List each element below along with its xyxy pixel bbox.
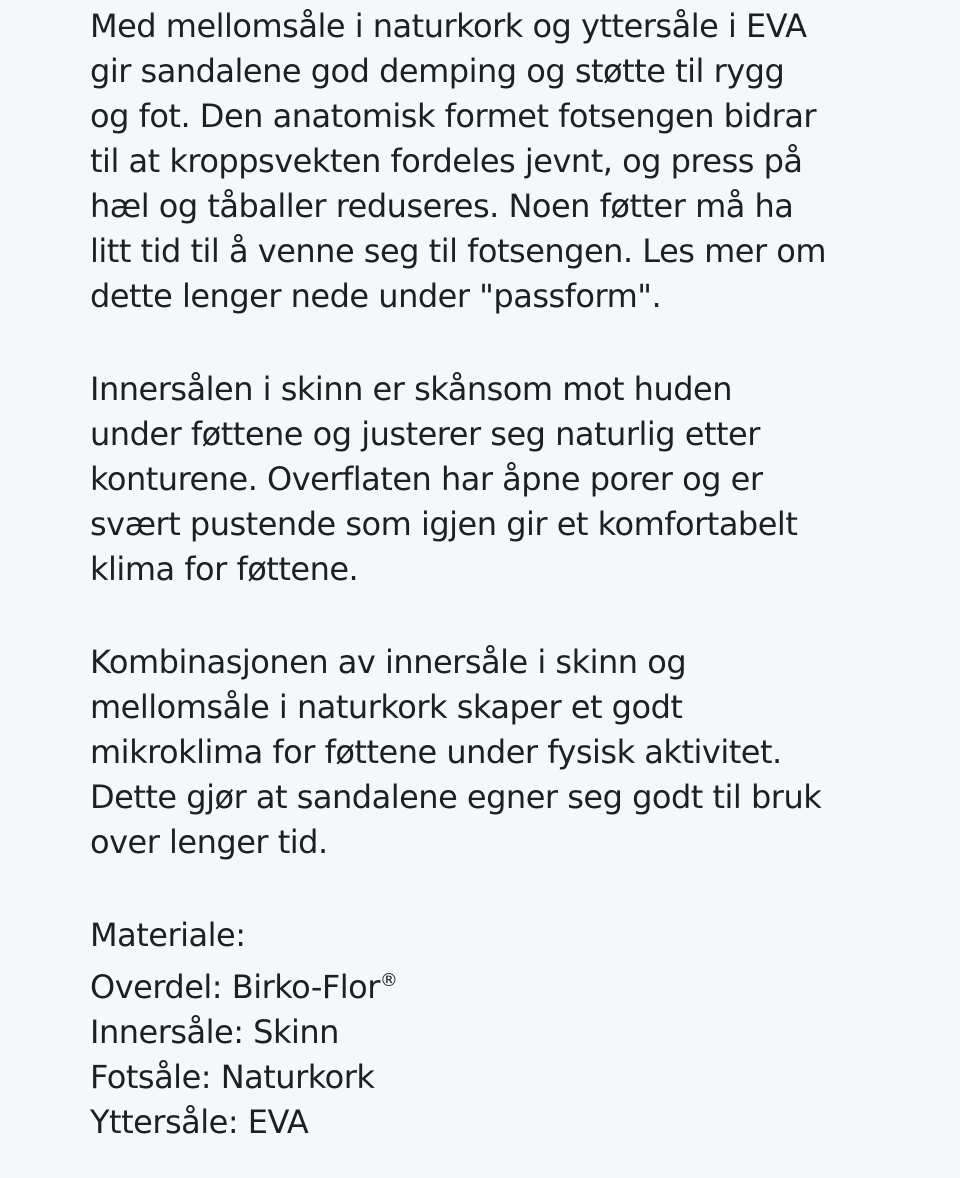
paragraph-microclimate — [90, 640, 940, 865]
text-line: under føttene og justerer seg naturlig etter — [90, 415, 760, 453]
text-line: svært pustende som igjen gir et komfortabelt — [90, 505, 798, 543]
text-line: konturene. Overflaten har åpne porer og er — [90, 460, 763, 498]
text-line: hæl og tåballer reduseres. Noen føtter må ha — [90, 187, 794, 225]
material-outsole: Yttersåle: EVA — [90, 1103, 309, 1141]
text-line: Kombinasjonen av innersåle i skinn og — [90, 643, 687, 681]
product-description — [90, 4, 940, 1145]
text-line: Innersålen i skinn er skånsom mot huden — [90, 370, 732, 408]
text-line: mikroklima for føttene under fysisk aktivitet. — [90, 733, 782, 771]
text-line: og fot. Den anatomisk formet fotsengen bidrar — [90, 97, 817, 135]
text-line: over lenger tid. — [90, 823, 328, 861]
materials-list — [90, 913, 940, 1145]
material-upper-text: Overdel: Birko-Flor — [90, 968, 380, 1006]
text-line: litt tid til å venne seg til fotsengen. Les mer om — [90, 232, 827, 270]
text-line: gir sandalene god demping og støtte til rygg — [90, 52, 785, 90]
paragraph-cushioning — [90, 4, 940, 319]
material-footbed: Fotsåle: Naturkork — [90, 1058, 375, 1096]
material-upper — [90, 958, 940, 1010]
registered-mark: ® — [379, 970, 398, 991]
paragraph-insole — [90, 367, 940, 592]
materials-heading: Materiale: — [90, 916, 246, 954]
text-line: klima for føttene. — [90, 550, 359, 588]
text-line: dette lenger nede under "passform". — [90, 277, 662, 315]
text-line: Dette gjør at sandalene egner seg godt til bruk — [90, 778, 822, 816]
text-line: Med mellomsåle i naturkork og yttersåle i EVA — [90, 7, 807, 45]
material-insole: Innersåle: Skinn — [90, 1013, 339, 1051]
text-line: mellomsåle i naturkork skaper et godt — [90, 688, 683, 726]
text-line: til at kroppsvekten fordeles jevnt, og press på — [90, 142, 803, 180]
